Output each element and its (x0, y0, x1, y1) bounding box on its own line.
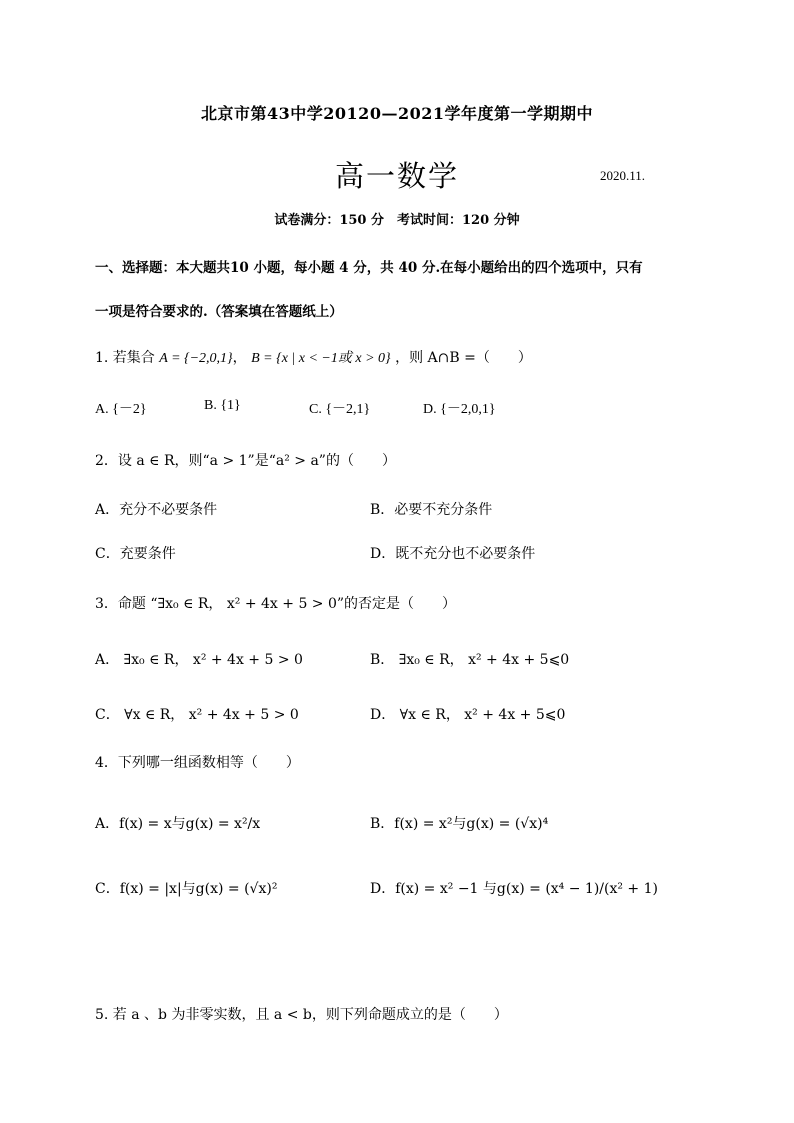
q1-set-b: B = {x | x < −1或 x > 0} (251, 351, 391, 366)
q2-option-b: B．必要不充分条件 (370, 502, 493, 518)
score-info: 试卷满分：150 分 考试时间：120 分钟 (274, 213, 520, 228)
q4-option-c: C．f(x) = |x|与g(x) = (√x)² (95, 881, 278, 897)
q1-option-d: D. {－2,0,1} (423, 402, 496, 417)
q1-set-a: A = {−2,0,1} (159, 351, 233, 366)
q4-option-b: B．f(x) = x²与g(x) = (√x)⁴ (370, 816, 549, 832)
q3-option-c: C． ∀x ∈ R， x² + 4x + 5 > 0 (95, 707, 299, 723)
q2-option-a: A．充分不必要条件 (95, 502, 218, 518)
q1-option-a: A. {－2} (95, 402, 147, 417)
question-5-stem: 5. 若 a 、b 为非零实数，且 a < b，则下列命题成立的是（ ） (95, 1007, 508, 1023)
q3-option-d: D． ∀x ∈ R， x² + 4x + 5⩽0 (370, 707, 566, 723)
question-1-stem: 1. 若集合 A = {−2,0,1}， B = {x | x < −1或 x > 0} ，则 A∩B =（ ） (95, 350, 532, 366)
q2-option-d: D．既不充分也不必要条件 (370, 546, 536, 562)
school-title: 北京市第43中学20120—2021学年度第一学期期中 (201, 104, 593, 123)
subject-title: 高一数学 (334, 159, 459, 193)
question-2-stem: 2．设 a ∈ R，则“a > 1”是“a² > a”的（ ） (95, 453, 396, 469)
section-heading-line1: 一、选择题：本大题共10 小题，每小题 4 分，共 40 分.在每小题给出的四个选项中，只有 (95, 260, 643, 276)
section-heading-line2: 一项是符合要求的.（答案填在答题纸上） (95, 304, 343, 320)
q2-option-c: C．充要条件 (95, 546, 176, 562)
q1-option-b: B. {1} (204, 398, 241, 413)
question-3-stem: 3．命题 “∃x₀ ∈ R， x² + 4x + 5 > 0”的否定是（ ） (95, 596, 457, 612)
q1-suffix: ，则 A∩B =（ ） (395, 350, 532, 366)
exam-date: 2020.11. (600, 168, 646, 183)
q1-option-c: C. {－2,1} (309, 402, 371, 417)
q4-option-a: A．f(x) = x与g(x) = x²/x (95, 816, 261, 832)
q3-option-b: B． ∃x₀ ∈ R， x² + 4x + 5⩽0 (370, 652, 570, 668)
q3-option-a: A． ∃x₀ ∈ R， x² + 4x + 5 > 0 (95, 652, 303, 668)
question-4-stem: 4．下列哪一组函数相等（ ） (95, 755, 300, 771)
q1-prefix: 1. 若集合 (95, 350, 155, 366)
q4-option-d: D．f(x) = x² −1 与g(x) = (x⁴ − 1)/(x² + 1) (370, 881, 658, 897)
